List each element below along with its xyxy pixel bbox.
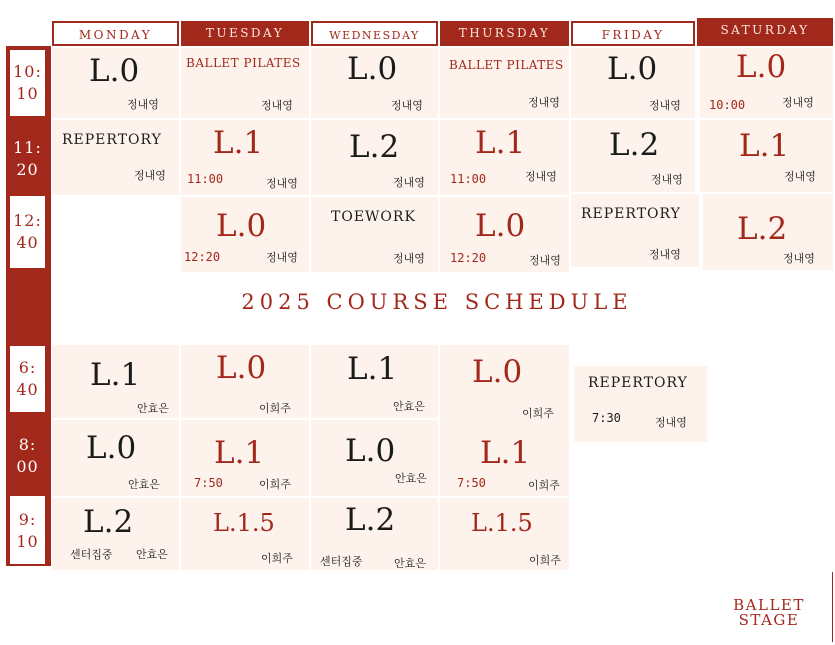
class-cell-sat-1120 — [700, 120, 833, 192]
class-title: REPERTORY — [588, 375, 688, 391]
class-cell-sat-1010 — [700, 48, 833, 118]
class-cell-thu-1240 — [440, 197, 569, 272]
class-cell-wed-1240 — [311, 197, 438, 272]
class-level: L.1.5 — [471, 509, 533, 537]
class-cell-thu-1120 — [440, 120, 569, 195]
class-level: L.0 — [475, 208, 526, 244]
class-level: L.1 — [475, 125, 526, 161]
class-note: 센터집중 — [70, 548, 113, 561]
class-time: 7:30 — [592, 411, 621, 425]
class-level: L.2 — [609, 127, 660, 163]
class-cell-thu-640 — [440, 345, 569, 421]
brand-line-2: STAGE — [738, 611, 800, 629]
class-level: L.2 — [737, 211, 788, 247]
teacher-name: 이희주 — [261, 552, 293, 565]
class-level: L.1 — [214, 435, 265, 471]
class-level: L.1 — [90, 357, 141, 393]
class-time: 7:50 — [194, 476, 223, 490]
class-cell-wed-1120 — [311, 120, 438, 195]
class-level: L.0 — [736, 49, 787, 85]
teacher-name: 정내영 — [266, 251, 298, 264]
teacher-name: 이희주 — [259, 478, 291, 491]
class-level: L.1.5 — [213, 509, 275, 537]
class-cell-wed-800 — [311, 420, 438, 496]
class-level: L.1 — [213, 125, 264, 161]
class-title: REPERTORY — [62, 132, 162, 148]
teacher-name: 이희주 — [529, 554, 561, 567]
teacher-name: 정내영 — [528, 96, 560, 109]
teacher-name: 정내영 — [525, 170, 557, 183]
class-level: L.2 — [83, 504, 134, 540]
class-cell-mon-1120 — [52, 120, 179, 195]
teacher-name: 안효은 — [393, 400, 425, 413]
day-header-friday: FRIDAY — [571, 21, 695, 46]
class-cell-fri-1120 — [571, 120, 695, 192]
time-slot-1120: 11: 20 — [10, 121, 45, 191]
class-title: BALLET PILATES — [186, 56, 301, 70]
class-cell-tue-1120 — [181, 120, 309, 195]
class-cell-fri-1240 — [571, 194, 699, 267]
teacher-name: 정내영 — [649, 99, 681, 112]
class-cell-thu-800 — [440, 420, 569, 496]
class-title: BALLET PILATES — [449, 58, 564, 72]
teacher-name: 이희주 — [259, 402, 291, 415]
teacher-name: 정내영 — [651, 173, 683, 186]
class-cell-mon-910 — [52, 498, 179, 570]
class-level: L.0 — [472, 354, 523, 390]
class-level: L.0 — [89, 53, 140, 89]
class-time: 12:20 — [184, 250, 221, 264]
teacher-name: 정내영 — [393, 252, 425, 265]
class-cell-thu-1010 — [440, 48, 569, 118]
teacher-name: 정내영 — [261, 99, 293, 112]
teacher-name: 안효은 — [128, 478, 160, 491]
class-level: L.1 — [480, 435, 531, 471]
day-header-monday: MONDAY — [52, 21, 179, 46]
teacher-name: 안효은 — [395, 472, 427, 485]
day-header-tuesday: TUESDAY — [181, 21, 309, 46]
class-note: 센터집중 — [320, 555, 363, 568]
class-time: 11:00 — [187, 172, 224, 186]
class-cell-tue-1240 — [181, 197, 309, 272]
class-cell-wed-1010 — [311, 48, 438, 118]
brand-logo — [718, 598, 820, 628]
teacher-name: 안효은 — [394, 557, 426, 570]
teacher-name: 정내영 — [266, 177, 298, 190]
teacher-name: 안효은 — [137, 402, 169, 415]
class-cell-fri-1010 — [571, 48, 695, 118]
time-slot-1010: 10: 10 — [10, 50, 45, 116]
class-time: 7:50 — [457, 476, 486, 490]
day-header-thursday: THURSDAY — [440, 21, 569, 46]
teacher-name: 정내영 — [655, 416, 687, 429]
teacher-name: 정내영 — [784, 170, 816, 183]
time-slot-1240: 12: 40 — [10, 196, 45, 268]
class-level: L.2 — [349, 129, 400, 165]
class-cell-wed-910 — [311, 498, 438, 570]
divider — [832, 572, 833, 642]
teacher-name: 정내영 — [529, 254, 561, 267]
teacher-name: 정내영 — [134, 169, 166, 182]
class-cell-wed-640 — [311, 345, 438, 418]
brand-line-1: BALLET — [733, 596, 805, 614]
time-slot-910: 9: 10 — [10, 496, 45, 564]
class-level: L.0 — [216, 208, 267, 244]
class-cell-mon-1010 — [52, 48, 179, 118]
class-cell-tue-910 — [181, 498, 309, 570]
class-cell-fri-640 — [574, 366, 707, 442]
teacher-name: 정내영 — [391, 99, 423, 112]
class-level: L.1 — [739, 128, 790, 164]
class-level: L.0 — [216, 350, 267, 386]
teacher-name: 정내영 — [127, 98, 159, 111]
teacher-name: 정내영 — [393, 176, 425, 189]
class-level: L.0 — [607, 51, 658, 87]
class-title: REPERTORY — [581, 206, 681, 222]
class-cell-thu-910 — [440, 498, 569, 570]
teacher-name: 이희주 — [522, 407, 554, 420]
class-cell-tue-800 — [181, 420, 309, 496]
class-time: 11:00 — [450, 172, 487, 186]
teacher-name: 안효은 — [136, 548, 168, 561]
class-cell-tue-1010 — [181, 48, 309, 118]
class-cell-tue-640 — [181, 345, 309, 418]
class-time: 10:00 — [709, 98, 746, 112]
teacher-name: 정내영 — [782, 96, 814, 109]
class-cell-mon-640 — [52, 345, 179, 418]
class-title: TOEWORK — [331, 209, 416, 225]
time-column — [6, 46, 51, 566]
class-cell-sat-1240 — [703, 194, 833, 270]
teacher-name: 이희주 — [528, 479, 560, 492]
class-time: 12:20 — [450, 251, 487, 265]
day-header-wednesday: WEDNESDAY — [311, 21, 438, 46]
teacher-name: 정내영 — [649, 248, 681, 261]
class-level: L.1 — [347, 351, 398, 387]
class-level: L.0 — [345, 433, 396, 469]
time-slot-800: 8: 00 — [10, 418, 45, 490]
day-header-saturday: SATURDAY — [697, 18, 833, 46]
class-level: L.2 — [345, 502, 396, 538]
class-level: L.0 — [347, 51, 398, 87]
class-cell-mon-800 — [52, 420, 179, 496]
teacher-name: 정내영 — [783, 252, 815, 265]
class-level: L.0 — [86, 430, 137, 466]
schedule-title: 2025 COURSE SCHEDULE — [241, 290, 633, 314]
time-slot-640: 6: 40 — [10, 346, 45, 412]
